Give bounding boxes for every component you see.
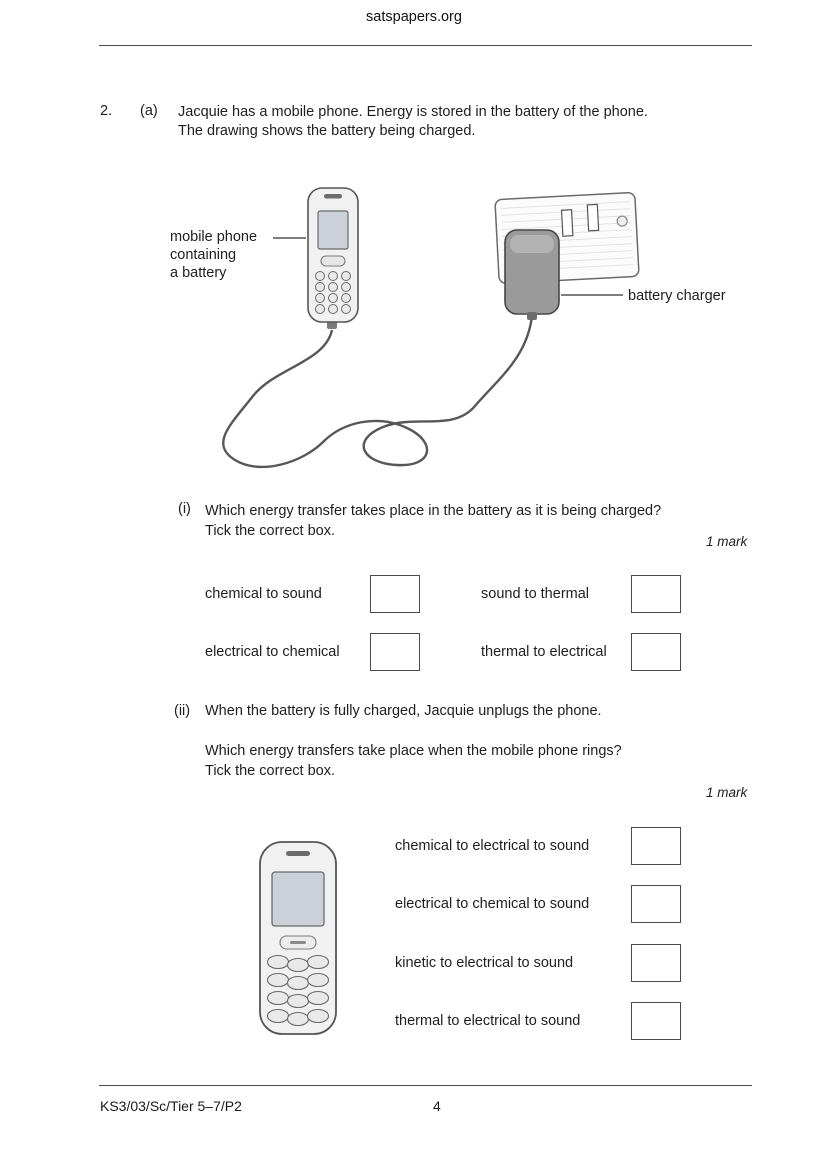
question-number: 2. bbox=[100, 103, 113, 119]
header-rule bbox=[99, 45, 752, 46]
intro-line-1: Jacquie has a mobile phone. Energy is stored in the battery of the phone. bbox=[178, 104, 648, 120]
part-i-question-line-2: Tick the correct box. bbox=[205, 523, 336, 539]
phone-label-line-2: containing bbox=[170, 247, 237, 263]
phone-label-line-3: a battery bbox=[170, 265, 227, 281]
tick-box-chemical-electrical-sound[interactable] bbox=[631, 827, 681, 865]
part-i-question-line-1: Which energy transfer takes place in the battery as it is being charged? bbox=[205, 503, 662, 519]
option-label-thermal-to-electrical: thermal to electrical bbox=[481, 644, 607, 660]
option-label-chemical-to-sound: chemical to sound bbox=[205, 586, 322, 602]
tick-box-electrical-chemical-sound[interactable] bbox=[631, 885, 681, 923]
footer-paper-code: KS3/03/Sc/Tier 5–7/P2 bbox=[100, 1098, 242, 1114]
part-ii-mark: 1 mark bbox=[706, 785, 748, 800]
mobile-phone-illustration-2 bbox=[252, 838, 352, 1038]
tick-box-kinetic-electrical-sound[interactable] bbox=[631, 944, 681, 982]
intro-line-2: The drawing shows the battery being charged. bbox=[178, 123, 476, 139]
tick-box-chemical-to-sound[interactable] bbox=[370, 575, 420, 613]
question-intro bbox=[178, 103, 648, 141]
part-ii-intro: When the battery is fully charged, Jacquie unplugs the phone. bbox=[205, 703, 602, 719]
charging-diagram bbox=[99, 180, 759, 480]
option-label-electrical-to-chemical: electrical to chemical bbox=[205, 644, 340, 660]
part-ii-question bbox=[205, 741, 622, 781]
charging-diagram-illustration bbox=[99, 180, 759, 480]
option-label-sound-to-thermal: sound to thermal bbox=[481, 586, 590, 602]
option-label-kinetic-electrical-sound: kinetic to electrical to sound bbox=[395, 955, 574, 971]
part-i-mark: 1 mark bbox=[706, 534, 748, 549]
option-label-thermal-electrical-sound: thermal to electrical to sound bbox=[395, 1013, 581, 1029]
option-label-electrical-chemical-sound: electrical to chemical to sound bbox=[395, 896, 590, 912]
battery-charger-illustration bbox=[505, 230, 559, 320]
footer-page-number: 4 bbox=[433, 1098, 441, 1114]
mobile-phone-illustration bbox=[308, 188, 358, 329]
footer-rule bbox=[99, 1085, 752, 1086]
part-ii-question-line-1: Which energy transfers take place when the mobile phone rings? bbox=[205, 743, 622, 759]
part-i-label: (i) bbox=[178, 501, 191, 517]
label-mobile-phone bbox=[170, 228, 257, 282]
tick-box-sound-to-thermal[interactable] bbox=[631, 575, 681, 613]
tick-box-thermal-to-electrical[interactable] bbox=[631, 633, 681, 671]
cable-illustration bbox=[223, 316, 532, 467]
phone-label-line-1: mobile phone bbox=[170, 229, 258, 245]
part-ii-question-line-2: Tick the correct box. bbox=[205, 763, 336, 779]
tick-box-electrical-to-chemical[interactable] bbox=[370, 633, 420, 671]
site-header: satspapers.org bbox=[366, 9, 462, 25]
tick-box-thermal-electrical-sound[interactable] bbox=[631, 1002, 681, 1040]
part-ii-label: (ii) bbox=[174, 703, 191, 719]
part-a-label: (a) bbox=[140, 103, 158, 119]
option-label-chemical-electrical-sound: chemical to electrical to sound bbox=[395, 838, 590, 854]
label-battery-charger: battery charger bbox=[628, 288, 726, 304]
ringing-phone-figure bbox=[252, 838, 352, 1038]
part-i-question bbox=[205, 501, 661, 541]
